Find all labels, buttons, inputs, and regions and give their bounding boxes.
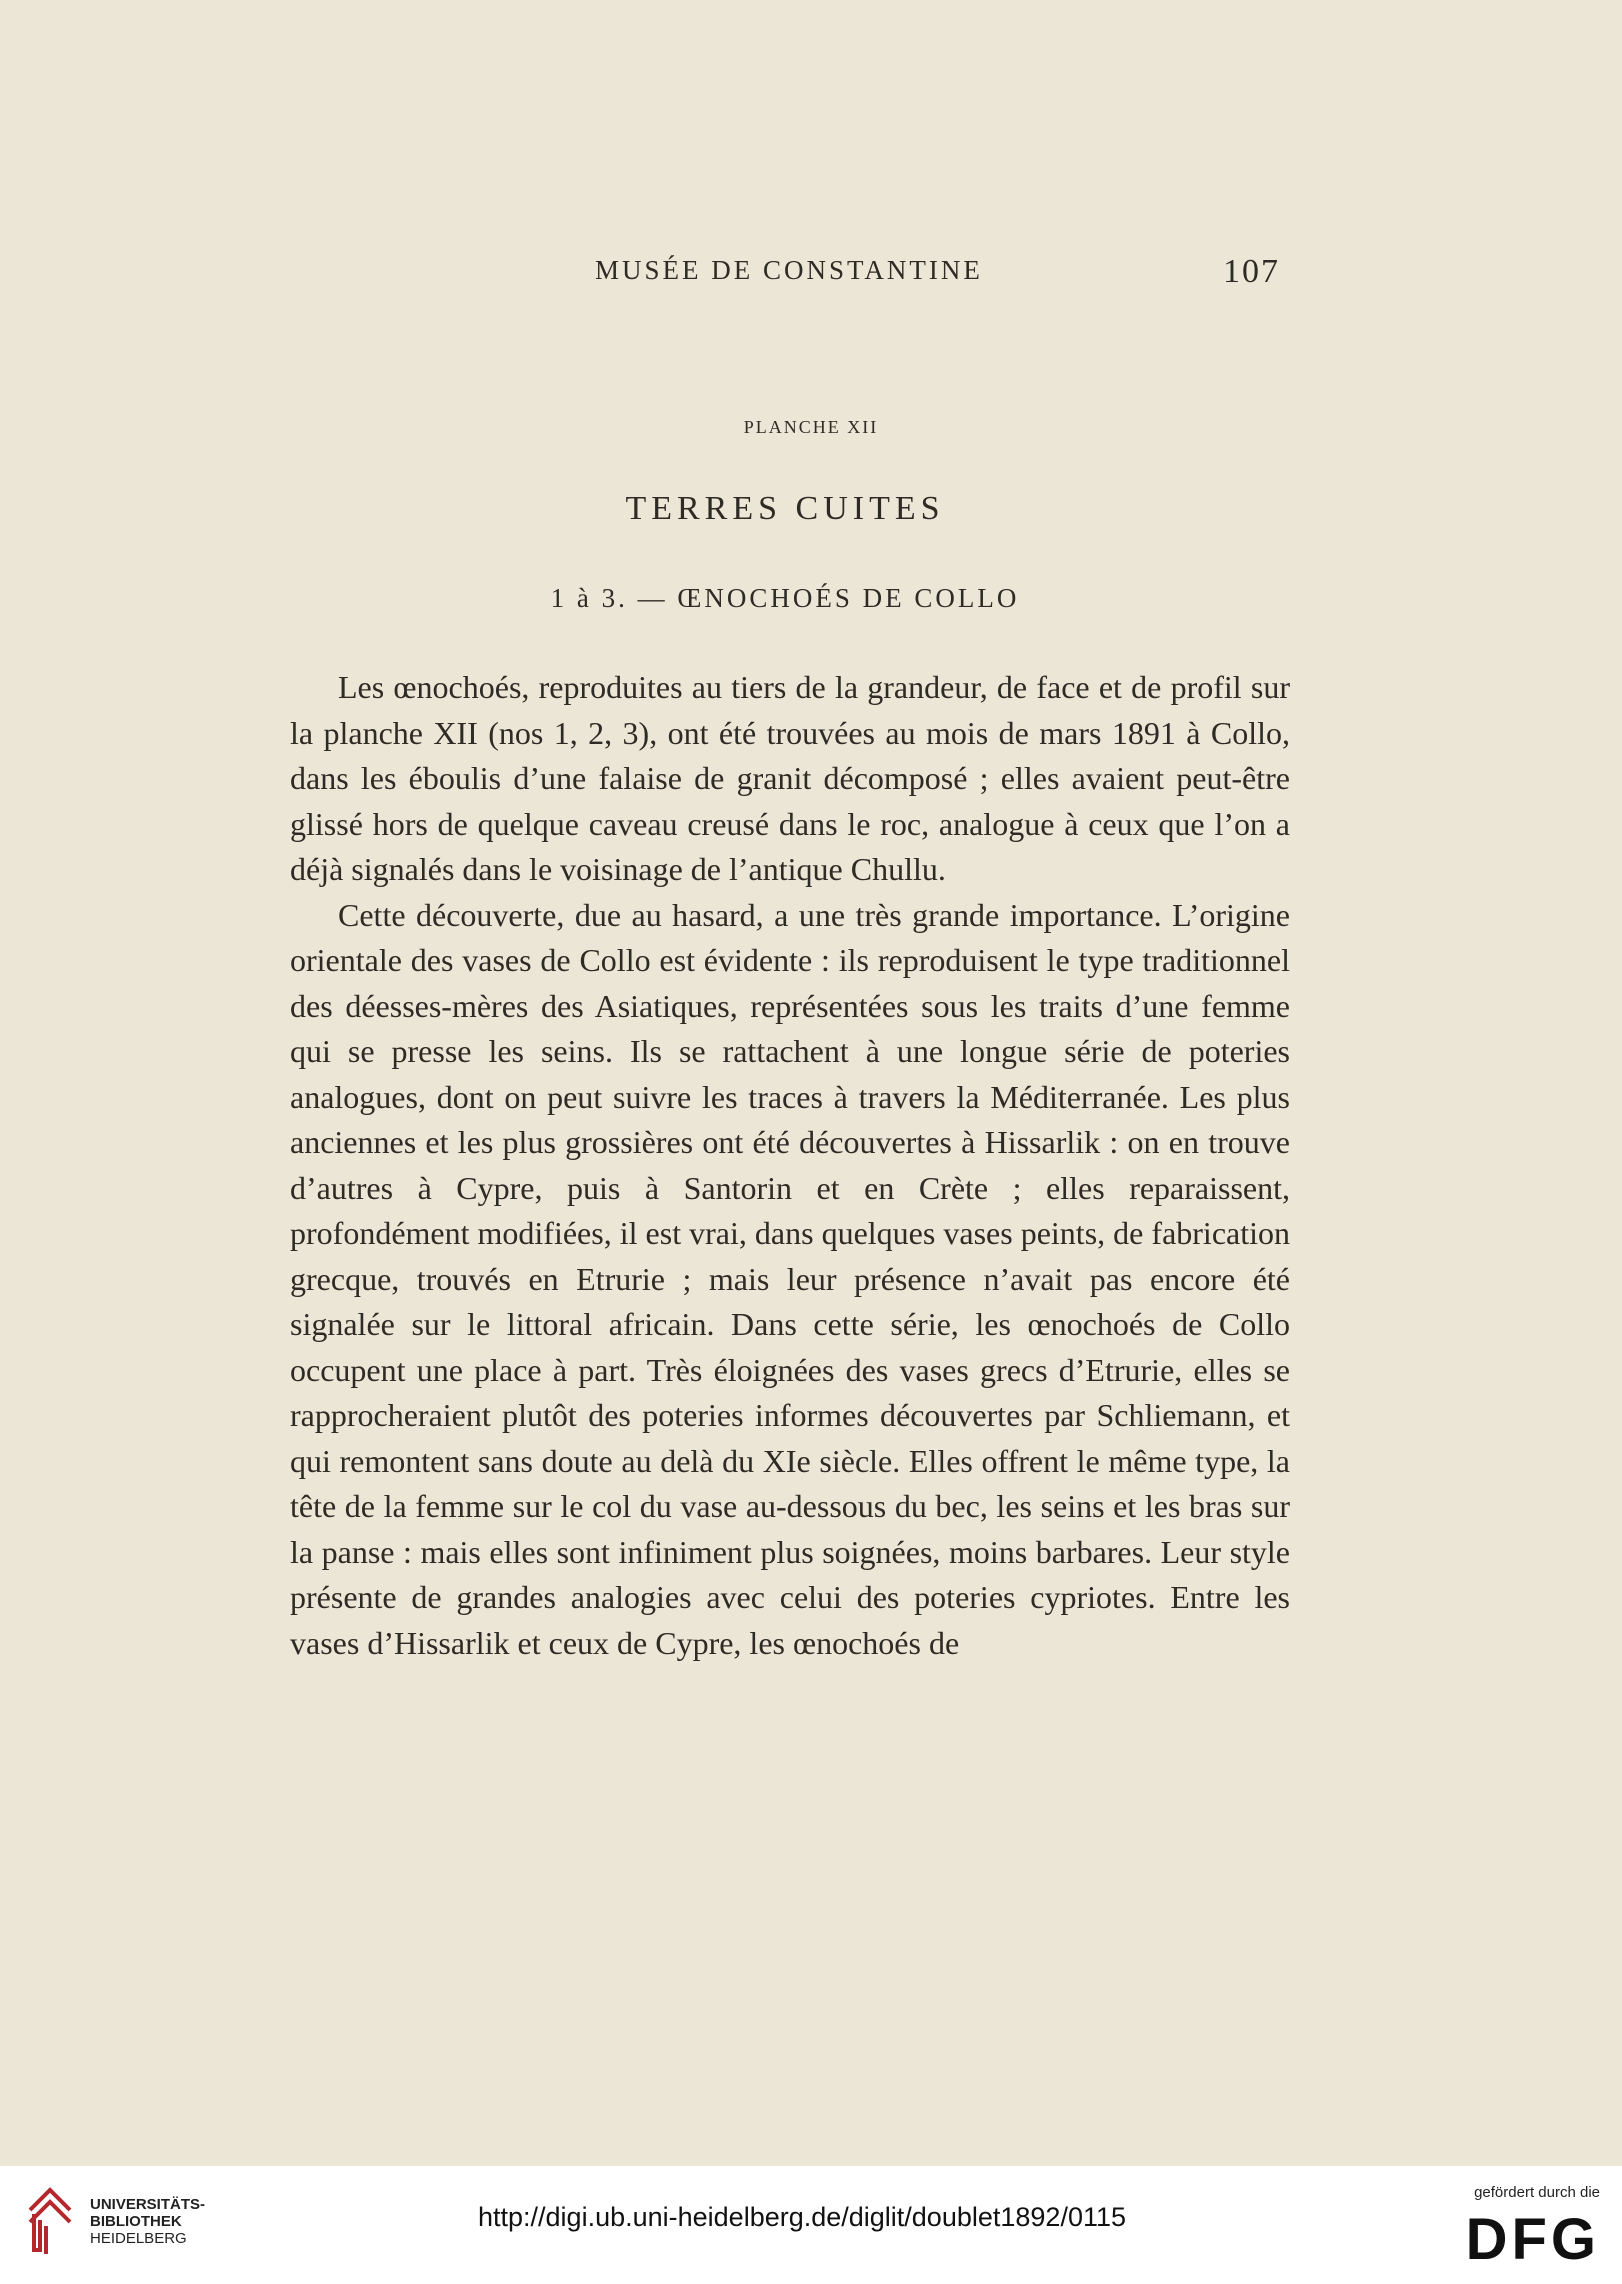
page-number: 107 (1223, 253, 1280, 290)
funded-by-label: gefördert durch die (1474, 2184, 1600, 2201)
library-name (90, 2196, 205, 2247)
library-logo-icon (20, 2180, 80, 2258)
dfg-logo: DFG (1465, 2207, 1600, 2272)
section-title: TERRES CUITES (625, 490, 945, 527)
paragraph-2: Cette découverte, due au hasard, a une très grande importance. L’origine orientale des vases de Collo est évidente : ils reproduisent le type traditionnel des déesses-mères des Asiatiques, représentées sous les traits d’une femme qui se presse les seins. Ils se rattachent à une longue série de poteries analogues, dont on peut suivre les traces à travers la Méditerranée. Les plus anciennes et les plus grossières ont été découvertes à Hissarlik : on en trouve d’autres à Cypre, puis à Santorin et en Crète ; elles reparaissent, profondément modifiées, il est vrai, dans quelques vases peints, de fabrication grecque, trouvés en Etrurie ; mais leur présence n’avait pas encore été signalée sur le littoral africain. Dans cette série, les œnochoés de Collo occupent une place à part. Très éloignées des vases grecs d’Etrurie, elles se rapprocheraient plutôt des poteries informes découvertes par Schliemann, et qui remontent sans doute au delà du XIe siècle. Elles offrent le même type, la tête de la femme sur le col du vase au-dessous du bec, les seins et les bras sur la panse : mais elles sont infiniment plus soignées, moins barbares. Leur style présente de grandes analogies avec celui des poteries cypriotes. Entre les vases d’Hissarlik et ceux de Cypre, les œnochoés de (290, 896, 1290, 1661)
library-name-line-1: UNIVERSITÄTS- (90, 2196, 206, 2213)
document-url-link[interactable]: http://digi.ub.uni-heidelberg.de/diglit/doublet1892/0115 (478, 2202, 1126, 2232)
plate-label: PLANCHE XII (743, 417, 879, 437)
library-name-line-3: HEIDELBERG (90, 2230, 187, 2247)
paragraph-1: Les œnochoés, reproduites au tiers de la grandeur, de face et de profil sur la planche XII (nos 1, 2, 3), ont été trouvées au mois de mars 1891 à Collo, dans les éboulis d’une falaise de granit décomposé ; elles avaient peut-être glissé hors de quelque caveau creusé dans le roc, analogue à ceux que l’on a déjà signalés dans le voisinage de l’antique Chullu. (290, 669, 1290, 887)
footer-bar (0, 2166, 1622, 2284)
body-text (290, 665, 1290, 1666)
running-title: MUSÉE DE CONSTANTINE (595, 255, 983, 285)
subsection-title: 1 à 3. — ŒNOCHOÉS DE COLLO (550, 583, 1020, 613)
library-name-line-2: BIBLIOTHEK (90, 2213, 182, 2230)
running-head (290, 255, 1290, 295)
